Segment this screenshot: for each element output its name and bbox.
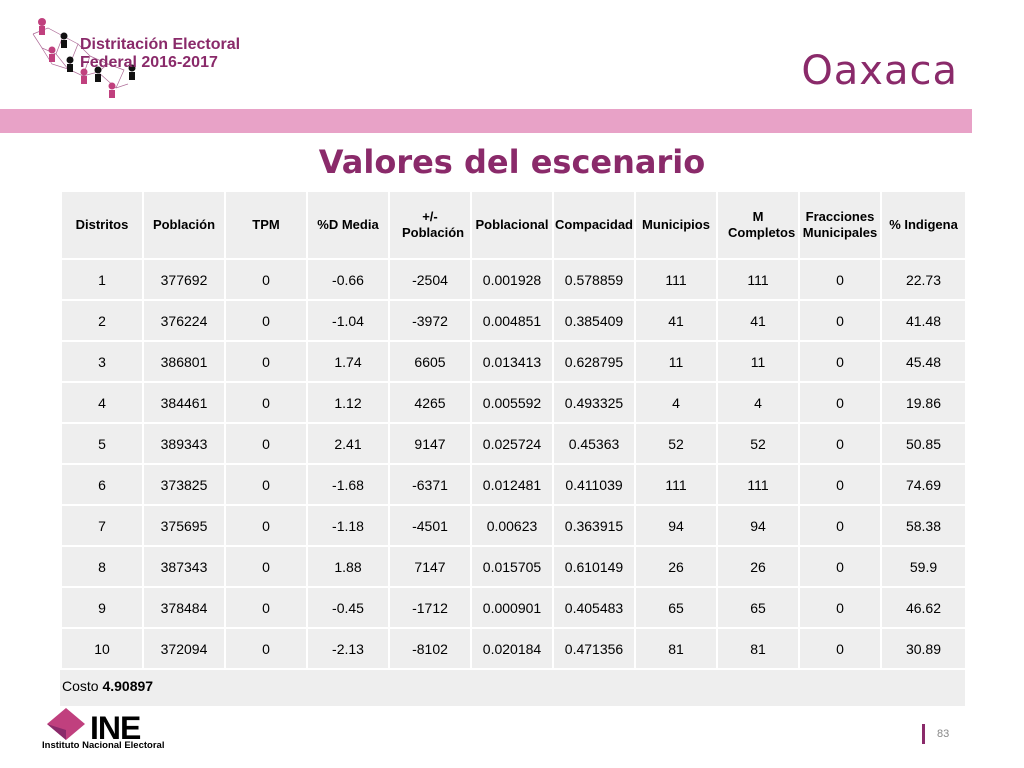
table-cell: 4: [717, 382, 799, 423]
table-cell: 4: [635, 382, 717, 423]
cost-line: [62, 678, 153, 694]
table-cell: 65: [635, 587, 717, 628]
table-cell: 81: [717, 628, 799, 669]
table-cell: 0.004851: [471, 300, 553, 341]
table-cell: 0.471356: [553, 628, 635, 669]
table-cell: 0.020184: [471, 628, 553, 669]
table-cell: 1.74: [307, 341, 389, 382]
table-cell: 0.013413: [471, 341, 553, 382]
table-cell: -6371: [389, 464, 471, 505]
logo-title-years: 2016-2017: [141, 54, 218, 71]
table-cell: 26: [635, 546, 717, 587]
header-compacidad: Compacidad: [553, 191, 635, 259]
table-cell: 6: [61, 464, 143, 505]
table-cell: 378484: [143, 587, 225, 628]
header-municipios: Municipios: [635, 191, 717, 259]
table-cell: 22.73: [881, 259, 966, 300]
table-cell: 1.12: [307, 382, 389, 423]
table-cell: 0.411039: [553, 464, 635, 505]
table-row: [61, 587, 966, 628]
table-cell: 0: [799, 587, 881, 628]
table-cell: 2.41: [307, 423, 389, 464]
table-cell: 0.012481: [471, 464, 553, 505]
table-cell: 386801: [143, 341, 225, 382]
ine-subtitle: Instituto Nacional Electoral: [42, 740, 165, 751]
table-cell: 0: [799, 628, 881, 669]
table-cell: 0: [799, 505, 881, 546]
table-row: [61, 341, 966, 382]
table-cell: 19.86: [881, 382, 966, 423]
table-cell: 389343: [143, 423, 225, 464]
table-cell: 0: [225, 505, 307, 546]
table-cell: 5: [61, 423, 143, 464]
table-cell: 0: [799, 546, 881, 587]
table-cell: -1712: [389, 587, 471, 628]
table-row: [61, 546, 966, 587]
table-cell: -1.68: [307, 464, 389, 505]
table-cell: 0: [225, 628, 307, 669]
table-cell: 0: [225, 546, 307, 587]
table-cell: 41: [717, 300, 799, 341]
table-cell: -0.66: [307, 259, 389, 300]
table-cell: 1.88: [307, 546, 389, 587]
table-row: [61, 423, 966, 464]
table-cell: 372094: [143, 628, 225, 669]
table-cell: 376224: [143, 300, 225, 341]
table-cell: 30.89: [881, 628, 966, 669]
table-cell: -1.18: [307, 505, 389, 546]
ine-logo-text: INE: [90, 710, 141, 746]
table-cell: 4: [61, 382, 143, 423]
table-cell: 94: [635, 505, 717, 546]
table-cell: 41: [635, 300, 717, 341]
header-d-media: %D Media: [307, 191, 389, 259]
table-cell: 0.025724: [471, 423, 553, 464]
table-cell: 373825: [143, 464, 225, 505]
table-cell: 0: [799, 300, 881, 341]
table-cell: -2504: [389, 259, 471, 300]
cost-label: Costo: [62, 678, 103, 694]
table-cell: 0.000901: [471, 587, 553, 628]
table-cell: 375695: [143, 505, 225, 546]
table-cell: 94: [717, 505, 799, 546]
table-cell: 111: [635, 464, 717, 505]
table-cell: 10: [61, 628, 143, 669]
table-row: [61, 505, 966, 546]
header-distritos: Distritos: [61, 191, 143, 259]
header-poblacional: Poblacional: [471, 191, 553, 259]
table-cell: 0: [225, 587, 307, 628]
table-header-row: [61, 191, 966, 259]
table-cell: 6605: [389, 341, 471, 382]
table-cell: 74.69: [881, 464, 966, 505]
table-cell: 41.48: [881, 300, 966, 341]
table-cell: 8: [61, 546, 143, 587]
table-cell: 0: [225, 423, 307, 464]
table-cell: 0.493325: [553, 382, 635, 423]
table-cell: -1.04: [307, 300, 389, 341]
table-cell: 0: [225, 341, 307, 382]
table-cell: 2: [61, 300, 143, 341]
header-fracciones-municipales: Fracciones Municipales: [799, 191, 881, 259]
table-cell: 0.363915: [553, 505, 635, 546]
table-cell: 387343: [143, 546, 225, 587]
table-row: [61, 464, 966, 505]
header-m-completos: M Completos: [717, 191, 799, 259]
table-cell: 0.001928: [471, 259, 553, 300]
table-cell: 0.015705: [471, 546, 553, 587]
table-cell: -0.45: [307, 587, 389, 628]
table-cell: 0: [799, 341, 881, 382]
table-cell: 0: [799, 382, 881, 423]
table-cell: 111: [717, 464, 799, 505]
table-cell: 0.578859: [553, 259, 635, 300]
header-indigena: % Indigena: [881, 191, 966, 259]
cost-value: 4.90897: [102, 678, 154, 694]
table-row: [61, 300, 966, 341]
table-cell: 3: [61, 341, 143, 382]
table-row: [61, 628, 966, 669]
table-cell: 58.38: [881, 505, 966, 546]
table-cell: 0: [225, 300, 307, 341]
table-cell: 81: [635, 628, 717, 669]
table-cell: 111: [717, 259, 799, 300]
logo-title-line1: Distritación Electoral: [80, 36, 241, 53]
page-number: 83: [937, 728, 950, 740]
table-cell: -8102: [389, 628, 471, 669]
header-tpm: TPM: [225, 191, 307, 259]
logo-title: [80, 36, 240, 72]
table-cell: -3972: [389, 300, 471, 341]
scenario-table: [60, 190, 967, 670]
table-row: [61, 259, 966, 300]
table-cell: 0.628795: [553, 341, 635, 382]
table-cell: 0: [799, 423, 881, 464]
table-cell: 0: [799, 259, 881, 300]
page-title: Valores del escenario: [318, 143, 706, 181]
table-cell: 9147: [389, 423, 471, 464]
table-cell: 0: [225, 382, 307, 423]
table-cell: 0: [799, 464, 881, 505]
state-name: Oaxaca: [801, 48, 958, 94]
table-cell: 46.62: [881, 587, 966, 628]
table-cell: 65: [717, 587, 799, 628]
table-cell: 9: [61, 587, 143, 628]
header-band: [0, 109, 972, 133]
table-cell: 4265: [389, 382, 471, 423]
table-cell: 1: [61, 259, 143, 300]
table-cell: 0: [225, 259, 307, 300]
table-cell: 11: [717, 341, 799, 382]
table-cell: 0.45363: [553, 423, 635, 464]
table-cell: 7147: [389, 546, 471, 587]
table-cell: 7: [61, 505, 143, 546]
table-cell: 0.005592: [471, 382, 553, 423]
table-cell: 26: [717, 546, 799, 587]
table-cell: 384461: [143, 382, 225, 423]
page-divider: [922, 724, 925, 744]
table-cell: 45.48: [881, 341, 966, 382]
table-cell: 52: [717, 423, 799, 464]
logo-title-federal: Federal: [80, 54, 142, 71]
table-cell: 50.85: [881, 423, 966, 464]
table-cell: 111: [635, 259, 717, 300]
table-cell: 0.405483: [553, 587, 635, 628]
table-cell: 0.385409: [553, 300, 635, 341]
header-poblacion: Población: [143, 191, 225, 259]
header-plus-minus-poblacion: +/- Población: [389, 191, 471, 259]
table-cell: 0.610149: [553, 546, 635, 587]
table-cell: 11: [635, 341, 717, 382]
table-cell: 0.00623: [471, 505, 553, 546]
table-cell: 59.9: [881, 546, 966, 587]
table-cell: -4501: [389, 505, 471, 546]
table-cell: 52: [635, 423, 717, 464]
table-cell: -2.13: [307, 628, 389, 669]
table-cell: 377692: [143, 259, 225, 300]
table-row: [61, 382, 966, 423]
scenario-table-container: [60, 190, 965, 706]
table-cell: 0: [225, 464, 307, 505]
